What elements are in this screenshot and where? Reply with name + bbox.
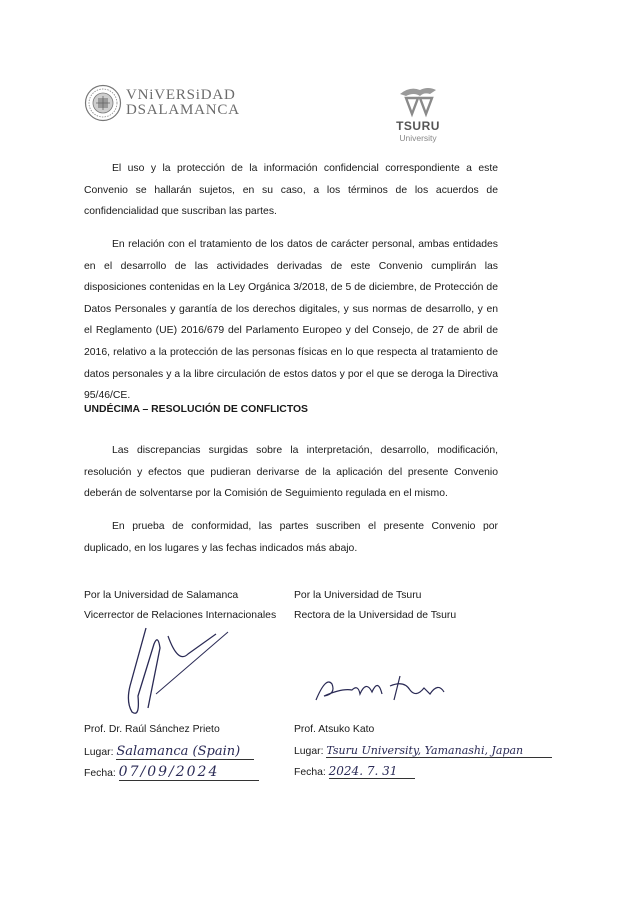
usal-logo — [84, 84, 244, 128]
university-seal-icon — [84, 84, 122, 122]
left-signatory-name: Prof. Dr. Raúl Sánchez Prieto — [84, 724, 220, 735]
left-signatory-institution: Por la Universidad de Salamanca — [84, 590, 239, 601]
tsuru-subtitle: University — [399, 133, 437, 143]
left-signature-scribble — [108, 624, 238, 724]
paragraph-conformity: En prueba de conformidad, las partes suscriben el presente Convenio por duplicado, en los lugares y las fechas indicados más abajo. — [84, 521, 498, 554]
right-signatory-role: Rectora de la Universidad de Tsuru — [294, 610, 457, 621]
usal-wordmark — [126, 88, 240, 118]
right-place-label: Lugar: — [294, 746, 324, 757]
tsuru-logo — [388, 84, 448, 146]
left-date-value: 07/09/2024 — [119, 764, 259, 781]
section-heading: UNDÉCIMA – RESOLUCIÓN DE CONFLICTOS — [84, 404, 308, 415]
right-date-value: 2024. 7. 31 — [329, 764, 415, 779]
usal-wordmark-line1: VNiVERSiDAD — [126, 87, 236, 103]
right-date-label: Fecha: — [294, 767, 326, 778]
tsuru-crane-icon — [396, 84, 440, 118]
left-place-label: Lugar: — [84, 747, 114, 758]
tsuru-wordmark: TSURU — [396, 119, 440, 133]
left-date-row — [84, 764, 259, 781]
paragraph-conflicts: Las discrepancias surgidas sobre la interpretación, desarrollo, modificación, resolución y efectos que pudieran derivarse de la aplicación del presente Convenio deberán de solventarse por la Comisión de Seguimiento regulada en el mismo. — [84, 445, 498, 500]
usal-wordmark-line2: DSALAMANCA — [126, 102, 240, 118]
paragraph-confidentiality: El uso y la protección de la información confidencial correspondiente a este Convenio se hallarán sujetos, en su caso, a los términos de los acuerdos de confidencialidad que suscriban las partes. — [84, 163, 498, 218]
left-place-row — [84, 744, 254, 760]
paragraph-data-protection: En relación con el tratamiento de los datos de carácter personal, ambas entidades en el desarrollo de las actividades derivadas de este Convenio cumplirán las disposiciones contenidas en la Ley Orgánica 3/2018, de 5 de diciembre, de Protección de Datos Personales y garantía de los derechos digitales, y sus normas de desarrollo, y en el Reglamento (UE) 2016/679 del Parlamento Europeo y del Consejo, de 27 de abril de 2016, relativo a la protección de las personas físicas en lo que respecta al tratamiento de datos personales y a la libre circulación de estos datos y por el que se deroga la Directiva 95/46/CE. — [84, 239, 498, 402]
left-date-label: Fecha: — [84, 768, 116, 779]
right-signature-scribble — [312, 670, 452, 710]
right-date-row — [294, 764, 415, 779]
left-place-value: Salamanca (Spain) — [116, 744, 254, 760]
right-signatory-institution: Por la Universidad de Tsuru — [294, 590, 422, 601]
right-place-value: Tsuru University, Yamanashi, Japan — [326, 744, 552, 758]
right-signatory-name: Prof. Atsuko Kato — [294, 724, 375, 735]
left-signatory-role: Vicerrector de Relaciones Internacionales — [84, 610, 277, 621]
right-place-row — [294, 744, 552, 758]
